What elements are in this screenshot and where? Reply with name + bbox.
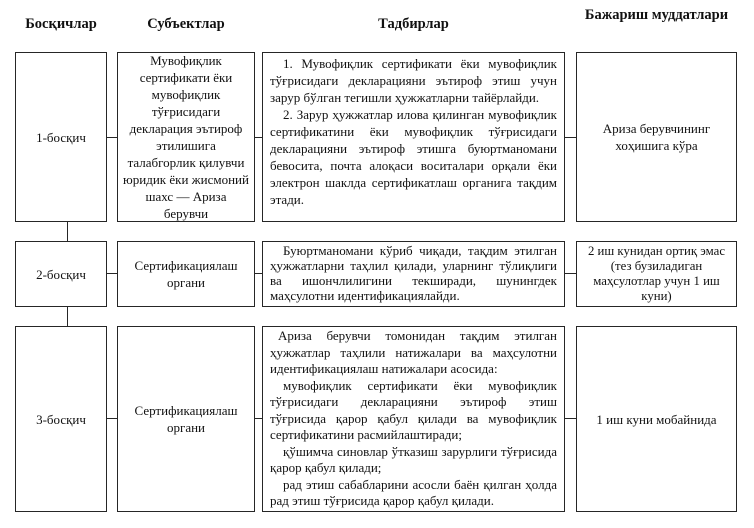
row-2-deadline-box: 2 иш кунидан ортиқ эмас (тез бузиладиган маҳсулотлар учун 1 иш куни) xyxy=(576,241,737,307)
connector-stage2-stage3 xyxy=(67,307,68,326)
row-2-subject-box: Сертификациялаш органи xyxy=(117,241,255,307)
connector-stage1-stage2 xyxy=(67,222,68,241)
column-header-stages: Босқичлар xyxy=(25,16,97,32)
connector-activities3-deadline3 xyxy=(565,418,576,419)
row-2-activity-paragraph: Буюртманомани кўриб чиқади, тақдим этилган ҳужжатларни таҳлил қилади, уларнинг тўлиқлиги ва ишончлилигини текширади, шунингдек маҳсулотни идентификациялайди. xyxy=(270,243,557,303)
connector-subject1-activities1 xyxy=(255,137,263,138)
row-3-subject-box: Сертификациялаш органи xyxy=(117,326,255,512)
row-3-activity-paragraph: рад этиш сабабларини асосли баён қилган ҳолда рад этиш тўғрисида қарор қабул қилади. xyxy=(270,476,557,508)
row-1-activity-paragraph: 2. Зарур ҳужжатлар илова қилинган мувофиқлик сертификатини ёки мувофиқлик тўғрисидаги декларацияни эътироф этишга буюртманомани бевосита, почта алоқаси воситалари орқали ёки электрон шаклда сертификатлаш органига тақдим этади. xyxy=(270,107,557,207)
row-1-activity-paragraph: 1. Мувофиқлик сертификати ёки мувофиқлик тўғрисидаги декларацияни эътироф этиш учун зарур бўлган тегишли ҳужжатларни тайёрлайди. xyxy=(270,56,557,105)
row-1-deadline-box: Ариза берувчининг хоҳишига кўра xyxy=(576,52,737,222)
row-3-activity-paragraph: мувофиқлик сертификати ёки мувофиқлик тўғрисидаги декларацияни эътироф этиш тўғрисида қарор қабул қилади ва мувофиқлик сертификатини расмийлаштиради; xyxy=(270,377,557,442)
connector-stage3-subject3 xyxy=(107,418,117,419)
connector-stage2-subject2 xyxy=(107,273,117,274)
row-3-activity-paragraph: Ариза берувчи томонидан тақдим этилган ҳужжатлар таҳлили натижалари ва маҳсулотни идентификациялаш натижалари асосида: xyxy=(270,328,557,376)
column-header-subjects: Субъектлар xyxy=(147,16,225,32)
stage-1-box: 1-босқич xyxy=(15,52,107,222)
row-3-deadline-box: 1 иш куни мобайнида xyxy=(576,326,737,512)
row-3-activities-box xyxy=(262,326,565,512)
column-header-deadlines: Бажариш муддатлари xyxy=(584,7,729,23)
connector-stage1-subject1 xyxy=(107,137,117,138)
connector-subject3-activities3 xyxy=(255,418,263,419)
connector-subject2-activities2 xyxy=(255,273,263,274)
column-header-activities: Тадбирлар xyxy=(378,16,449,32)
row-2-activities-box xyxy=(262,241,565,307)
stage-2-box: 2-босқич xyxy=(15,241,107,307)
row-1-activities-box xyxy=(262,52,565,222)
stage-3-box: 3-босқич xyxy=(15,326,107,512)
connector-activities1-deadline1 xyxy=(565,137,576,138)
row-1-subject-box: Мувофиқлик сертификати ёки мувофиқлик тўғрисидаги декларация эътироф этилишига талабгорлик қилувчи юридик ёки жисмоний шахс — Ариза берувчи xyxy=(117,52,255,222)
row-3-activity-paragraph: қўшимча синовлар ўтказиш зарурлиги тўғрисида қарор қабул қилади; xyxy=(270,443,557,475)
connector-activities2-deadline2 xyxy=(565,273,576,274)
